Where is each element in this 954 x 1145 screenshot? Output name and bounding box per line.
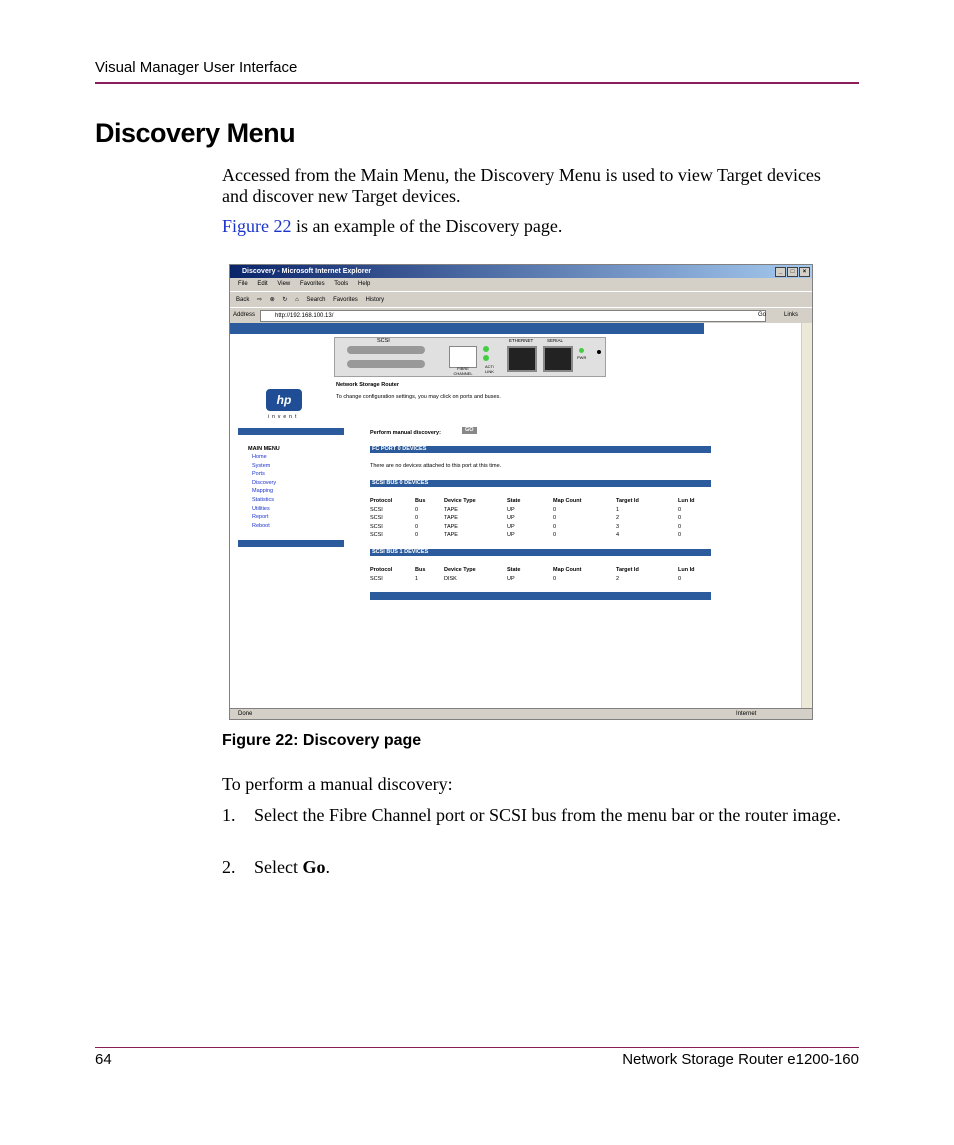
scsi-bus-1-table [370, 566, 711, 583]
table-cell: 0 [415, 532, 419, 538]
table-cell: 2 [616, 575, 620, 582]
forward-icon[interactable]: ⇨ [257, 297, 263, 303]
menu-file[interactable]: File [238, 281, 248, 287]
address-label: Address [233, 312, 256, 318]
table-row [370, 514, 711, 523]
table-cell: UP [507, 506, 515, 513]
main-menu-item[interactable]: Report [252, 514, 269, 521]
vertical-scrollbar[interactable] [801, 323, 812, 708]
column-header: Target Id [616, 567, 639, 573]
ethernet-label: ETHERNET [509, 338, 534, 343]
fibre-label: FIBRE CHANNEL [453, 366, 473, 376]
discovery-page-screenshot [229, 264, 813, 720]
column-header: Protocol [370, 567, 393, 573]
menu-bottom-bar [238, 540, 344, 547]
main-menu-item[interactable]: Ports [252, 471, 265, 478]
window-title: Discovery - Microsoft Internet Explorer [242, 268, 372, 275]
hp-logo: hp [266, 389, 302, 411]
menu-favorites[interactable]: Favorites [299, 281, 325, 287]
table-cell: SCSI [370, 515, 383, 521]
step-1-text: Select the Fibre Channel port or SCSI bus from the menu bar or the router image. [254, 805, 841, 825]
table-header-row [370, 497, 711, 506]
refresh-icon[interactable]: ↻ [282, 297, 288, 303]
back-button[interactable]: Back [236, 297, 250, 303]
table-cell: SCSI [370, 575, 383, 582]
table-cell: 3 [616, 523, 620, 530]
link-led [483, 355, 489, 361]
column-header: Map Count [553, 498, 582, 504]
step-2-post: . [325, 857, 330, 877]
scsi-label: SCSI [377, 338, 390, 344]
table-cell: 0 [553, 523, 557, 530]
footer-doc-title: Network Storage Router e1200-160 [622, 1051, 859, 1068]
router-image[interactable] [334, 337, 606, 377]
table-cell: SCSI [370, 523, 383, 530]
figure-reference [222, 216, 562, 237]
menu-tools[interactable]: Tools [334, 281, 349, 287]
table-header-row [370, 566, 711, 575]
procedure-intro: To perform a manual discovery: [222, 774, 453, 794]
table-cell: 0 [553, 506, 557, 513]
menu-top-bar [238, 428, 344, 435]
table-cell: 0 [553, 575, 557, 582]
go-button[interactable]: Go [758, 312, 767, 318]
table-cell: 2 [616, 515, 620, 521]
main-menu-item[interactable]: Utilities [252, 505, 270, 512]
column-header: Map Count [553, 567, 582, 573]
step-2-pre: Select [254, 857, 303, 877]
table-row [370, 523, 711, 532]
table-cell: UP [507, 575, 515, 582]
bottom-bar [370, 592, 711, 600]
maximize-icon[interactable]: □ [787, 267, 798, 277]
status-bar [230, 708, 812, 720]
table-cell: TAPE [444, 532, 458, 538]
status-led [597, 350, 601, 354]
step-2-number: 2. [222, 857, 236, 877]
menu-edit[interactable]: Edit [257, 281, 268, 287]
home-icon[interactable]: ⌂ [295, 297, 299, 303]
table-cell: TAPE [444, 515, 458, 521]
brand-tagline: invent [268, 414, 300, 420]
menu-view[interactable]: View [277, 281, 291, 287]
main-menu-title: MAIN MENU [248, 446, 280, 452]
window-titlebar [230, 265, 812, 278]
table-cell: 0 [678, 575, 682, 582]
top-banner-bar [230, 323, 704, 334]
table-cell: 0 [678, 506, 682, 513]
pwr-led [579, 348, 584, 353]
table-cell: 0 [553, 532, 557, 538]
table-row [370, 575, 711, 584]
table-cell: UP [507, 515, 515, 521]
stop-icon[interactable]: ⊗ [269, 297, 275, 303]
column-header: State [507, 498, 521, 504]
history-button[interactable]: History [365, 297, 385, 303]
table-cell: UP [507, 523, 515, 530]
running-header: Visual Manager User Interface [95, 59, 298, 76]
main-menu-item[interactable]: Statistics [252, 497, 275, 503]
column-header: Device Type [444, 498, 476, 504]
favorites-button[interactable]: Favorites [333, 297, 358, 303]
router-heading: Network Storage Router [336, 382, 399, 388]
page-title: Discovery Menu [95, 118, 296, 148]
address-bar [230, 307, 812, 323]
column-header: Bus [415, 567, 426, 573]
table-cell: UP [507, 532, 515, 538]
table-cell: 0 [678, 523, 682, 530]
go-discovery-button[interactable]: GO [462, 427, 477, 434]
page-content [230, 323, 812, 708]
scsi-port-1[interactable] [347, 360, 425, 368]
menu-bar [230, 278, 812, 291]
table-cell: TAPE [444, 523, 458, 530]
minimize-icon[interactable]: _ [775, 267, 786, 277]
intro-paragraph: Accessed from the Main Menu, the Discovery Menu is used to view Target devices and discover new Target devices. [222, 165, 821, 206]
scsi-bus-0-table [370, 497, 711, 540]
step-2-text [254, 857, 330, 878]
table-row [370, 531, 711, 540]
close-icon[interactable]: × [799, 267, 810, 277]
serial-label: SERIAL [547, 338, 564, 343]
column-header: Device Type [444, 567, 476, 573]
fibre-channel-port[interactable] [449, 346, 477, 368]
fc-port-header-bar[interactable] [370, 446, 711, 453]
links-button[interactable]: Links [784, 312, 799, 318]
window-controls [775, 267, 810, 277]
footer-rule [95, 1047, 859, 1048]
column-header: Lun Id [678, 567, 695, 573]
figure-link[interactable]: Figure 22 [222, 216, 292, 236]
header-rule [95, 82, 859, 84]
serial-port[interactable] [543, 346, 573, 372]
table-row [370, 506, 711, 515]
status-text: Done [238, 711, 253, 717]
browser-toolbar [230, 291, 812, 308]
table-cell: 0 [553, 515, 557, 521]
scsi-port-0[interactable] [347, 346, 425, 354]
table-cell: DISK [444, 575, 457, 582]
main-menu-item[interactable]: Home [252, 454, 267, 460]
act-led [483, 346, 489, 352]
main-menu-item[interactable]: System [252, 462, 271, 469]
scsi-bus-0-header-bar[interactable] [370, 480, 711, 487]
fc-port-header: FC PORT 0 DEVICES [372, 446, 427, 452]
step-2-bold: Go [302, 857, 326, 877]
table-cell: 1 [616, 506, 620, 513]
address-input[interactable]: http://192.168.100.13/ [260, 310, 766, 322]
main-menu-item[interactable]: Reboot [252, 522, 270, 529]
column-header: Lun Id [678, 498, 695, 504]
table-cell: 0 [415, 515, 419, 521]
table-cell: TAPE [444, 506, 458, 513]
table-cell: SCSI [370, 532, 383, 538]
table-cell: 0 [678, 515, 682, 521]
column-header: State [507, 567, 521, 573]
step-1-number: 1. [222, 805, 236, 825]
menu-help[interactable]: Help [357, 281, 371, 287]
table-cell: 1 [415, 575, 419, 582]
zone-text: Internet [736, 711, 757, 717]
pwr-label: PWR [577, 355, 587, 360]
manual-discovery-label: Perform manual discovery: [370, 430, 441, 436]
main-menu-item[interactable]: Discovery [252, 479, 277, 486]
search-button[interactable]: Search [306, 297, 326, 303]
column-header: Bus [415, 498, 426, 504]
table-cell: SCSI [370, 506, 383, 513]
table-cell: 0 [678, 532, 682, 538]
figure-reference-text: is an example of the Discovery page. [291, 216, 563, 236]
table-cell: 0 [415, 523, 419, 530]
ethernet-port[interactable] [507, 346, 537, 372]
scsi-bus-0-header: SCSI BUS 0 DEVICES [372, 480, 429, 486]
column-header: Protocol [370, 498, 393, 504]
act-link-label: ACT/ LINK [485, 364, 495, 374]
fc-message: There are no devices attached to this port at this time. [370, 463, 502, 469]
scsi-bus-1-header-bar[interactable] [370, 549, 711, 556]
main-menu-item[interactable]: Mapping [252, 488, 274, 495]
table-cell: 0 [415, 506, 419, 513]
column-header: Target Id [616, 498, 639, 504]
table-cell: 4 [616, 532, 620, 538]
figure-caption: Figure 22: Discovery page [222, 732, 422, 749]
page-number: 64 [95, 1051, 112, 1068]
scsi-bus-1-header: SCSI BUS 1 DEVICES [372, 549, 429, 555]
instructions-text: To change configuration settings, you may click on ports and buses. [336, 394, 501, 400]
